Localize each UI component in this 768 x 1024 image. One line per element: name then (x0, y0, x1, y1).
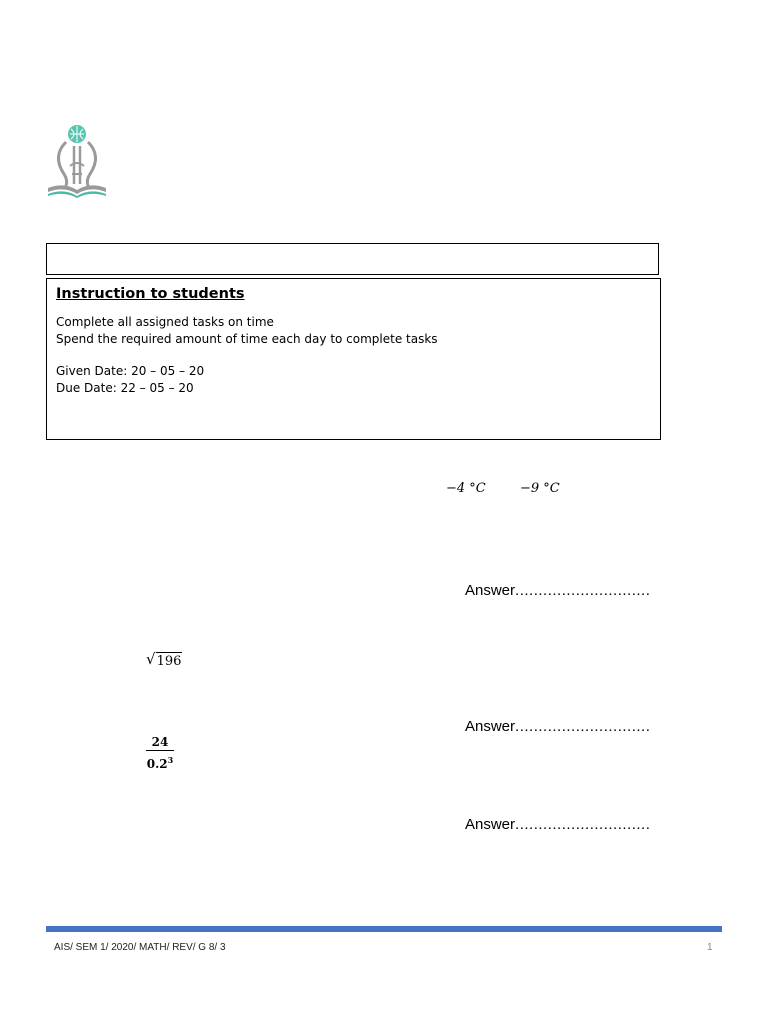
answer-line (465, 582, 650, 599)
fraction-numerator: 24 (151, 735, 169, 749)
instruction-line: Complete all assigned tasks on time (56, 315, 274, 329)
footer-text: AIS/ SEM 1/ 2020/ MATH/ REV/ G 8/ 3 (54, 942, 226, 953)
instruction-line: Spend the required amount of time each day to complete tasks (56, 331, 438, 346)
instructions-heading: Instruction to students (56, 286, 245, 302)
answer-label: Answer (465, 582, 516, 599)
page-number: 1 (707, 942, 713, 953)
answer-dots: ............................. (515, 582, 651, 599)
answer-line (465, 816, 650, 833)
instructions-box (46, 278, 661, 440)
temperature-value: −9 °C (520, 481, 560, 496)
footer-bar (46, 926, 722, 932)
denominator-exponent: 3 (167, 755, 174, 765)
answer-dots: ............................. (515, 816, 651, 833)
radical-sign: √ (146, 650, 156, 668)
answer-label: Answer (465, 816, 516, 833)
title-box (46, 243, 659, 275)
sqrt-expression (146, 650, 182, 669)
denominator-base: 0.2 (146, 757, 168, 771)
answer-label: Answer (465, 718, 516, 735)
answer-dots: ............................. (515, 718, 651, 735)
sqrt-radicand: 196 (156, 654, 182, 669)
given-date: Given Date: 20 – 05 – 20 (56, 364, 205, 378)
school-logo-icon (44, 122, 110, 202)
due-date: Due Date: 22 – 05 – 20 (56, 380, 194, 395)
temperature-value: −4 °C (446, 481, 486, 496)
fraction-denominator (147, 751, 173, 771)
answer-line (465, 718, 650, 735)
fraction-expression (146, 735, 174, 771)
